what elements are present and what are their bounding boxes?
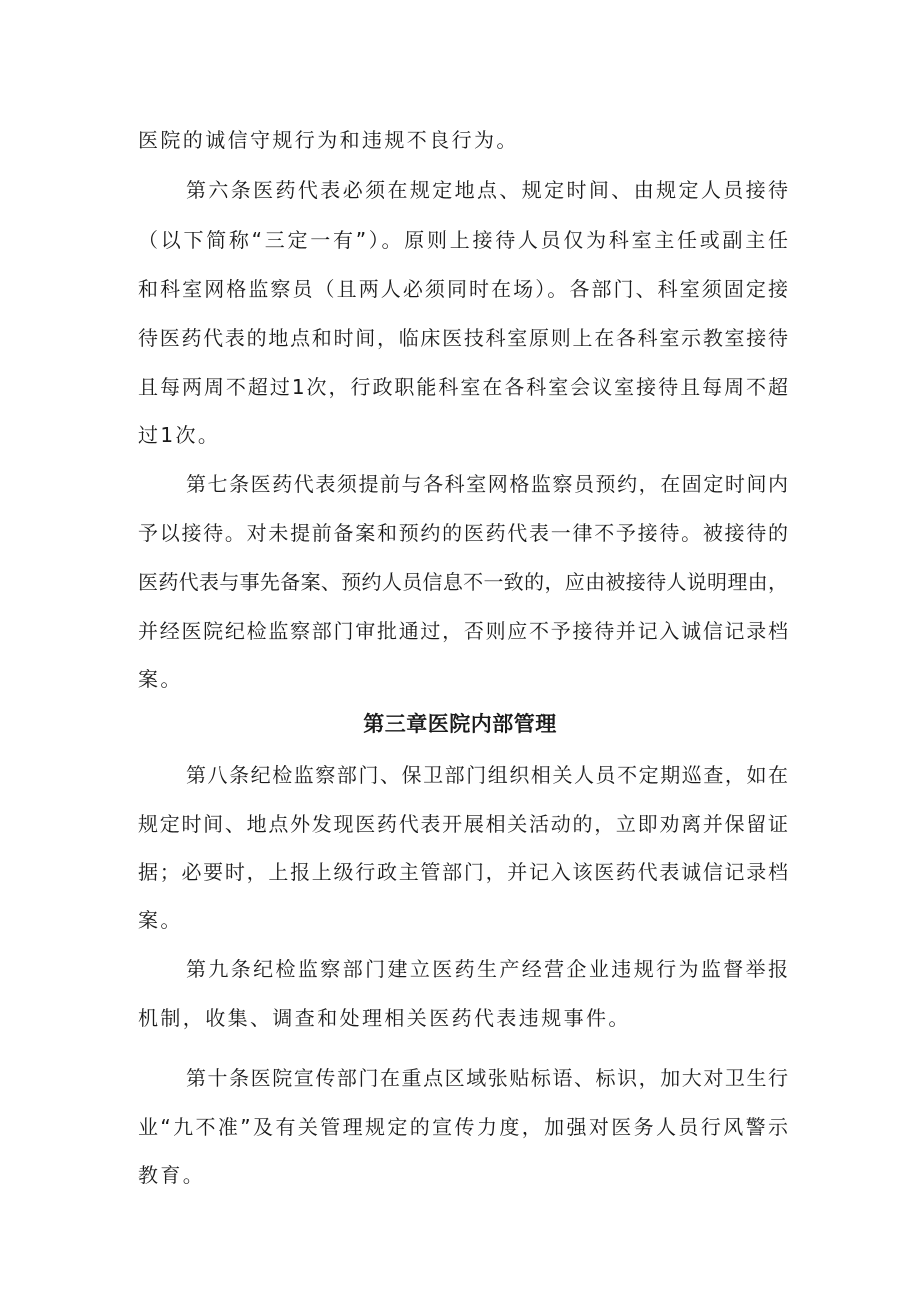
article-9-line-2: 机制，收集、调查和处理相关医药代表违规事件。 — [138, 1006, 631, 1030]
article-6-line-3: 和科室网格监察员（且两人必须同时在场）。各部门、科室须固定接 — [138, 277, 788, 301]
article-7-line-4: 并经医院纪检监察部门审批通过，否则应不予接待并记入诚信记录档 — [138, 619, 788, 643]
chapter-3-heading: 第三章医院内部管理 — [363, 712, 557, 736]
article-7-line-1: 第七条医药代表须提前与各科室网格监察员预约，在固定时间内 — [186, 472, 788, 496]
article-6-line-5: 且每两周不超过1次，行政职能科室在各科室会议室接待且每周不超 — [138, 375, 788, 399]
article-10-line-1: 第十条医院宣传部门在重点区域张贴标语、标识，加大对卫生行 — [186, 1066, 788, 1090]
article-10-line-3: 教育。 — [138, 1163, 206, 1187]
article-8-line-3: 据；必要时，上报上级行政主管部门，并记入该医药代表诚信记录档 — [138, 860, 788, 884]
article-8-line-4: 案。 — [138, 908, 183, 932]
text-line-continuation: 医院的诚信守规行为和违规不良行为。 — [138, 128, 519, 152]
article-6-line-2: （以下简称“三定一有”）。原则上接待人员仅为科室主任或副主任 — [138, 228, 788, 252]
article-9-line-1: 第九条纪检监察部门建立医药生产经营企业违规行为监督举报 — [186, 957, 788, 981]
article-6-line-4: 待医药代表的地点和时间，临床医技科室原则上在各科室示教室接待 — [138, 326, 788, 350]
article-6-line-6: 过1次。 — [138, 423, 221, 447]
article-6-line-1: 第六条医药代表必须在规定地点、规定时间、由规定人员接待 — [186, 178, 788, 202]
article-8-line-2: 规定时间、地点外发现医药代表开展相关活动的，立即劝离并保留证 — [138, 812, 788, 836]
article-8-line-1: 第八条纪检监察部门、保卫部门组织相关人员不定期巡查，如在 — [186, 763, 788, 787]
article-7-line-2: 予以接待。对未提前备案和预约的医药代表一律不予接待。被接待的 — [138, 521, 788, 545]
article-10-line-2: 业“九不准”及有关管理规定的宣传力度，加强对医务人员行风警示 — [138, 1115, 788, 1139]
article-7-line-3: 医药代表与事先备案、预约人员信息不一致的，应由被接待人说明理由， — [138, 570, 788, 594]
article-7-line-5: 案。 — [138, 667, 183, 691]
